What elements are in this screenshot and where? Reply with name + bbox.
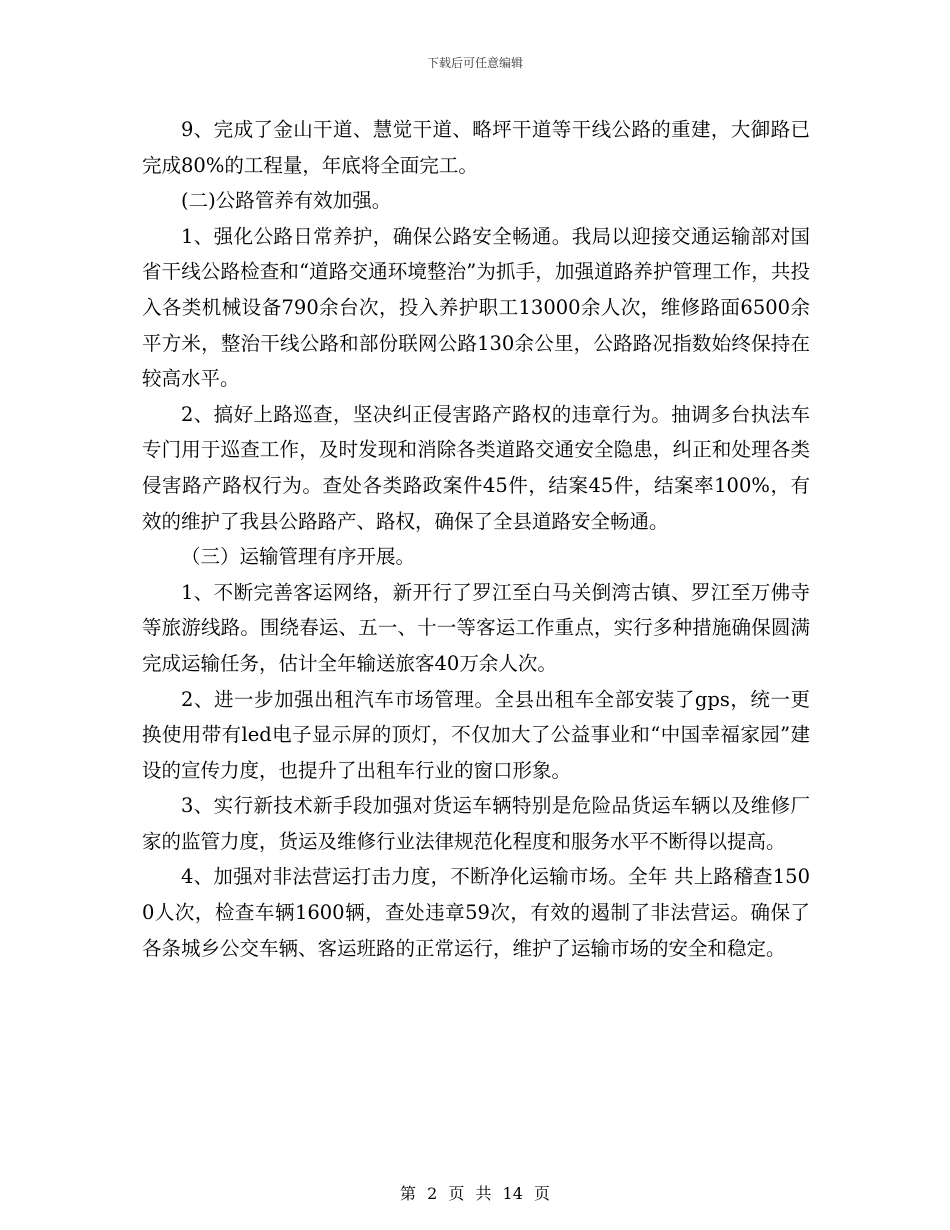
paragraph-passenger-network: 1、不断完善客运网络，新开行了罗江至白马关倒湾古镇、罗江至万佛寺等旅游线路。围绕春运、五一、十一等客运工作重点，实行多种措施确保圆满完成运输任务，估计全年输送旅客40万余人次。 — [142, 580, 810, 675]
section-heading-road-maintenance: (二)公路管养有效加强。 — [181, 189, 392, 213]
paragraph-freight-supervision: 3、实行新技术新手段加强对货运车辆特别是危险品货运车辆以及维修厂家的监管力度，货运及维修行业法律规范化程度和服务水平不断得以提高。 — [142, 794, 810, 853]
section-heading-transport-management: （三）运输管理有序开展。 — [181, 545, 416, 569]
paragraph-item-9: 9、完成了金山干道、慧觉干道、略坪干道等干线公路的重建，大御路已完成80%的工程量，年底将全面完工。 — [142, 118, 810, 177]
paragraph-taxi-management: 2、进一步加强出租汽车市场管理。全县出租车全部安装了gps，统一更换使用带有led电子显示屏的顶灯，不仅加大了公益事业和“中国幸福家园”建设的宣传力度，也提升了出租车行业的窗口形象。 — [142, 687, 810, 782]
page-header: 下载后可任意编辑 — [426, 56, 523, 70]
page-footer: 第 2 页 共 14 页 — [400, 1184, 550, 1203]
document-body — [142, 112, 810, 966]
paragraph-road-daily-maintenance: 1、强化公路日常养护，确保公路安全畅通。我局以迎接交通运输部对国省干线公路检查和“道路交通环境整治”为抓手，加强道路养护管理工作，共投入各类机械设备790余台次，投入养护职工13000余人次，维修路面6500余平方米，整治干线公路和部份联网公路130余公里，公路路况指数始终保持在较高水平。 — [142, 224, 810, 391]
paragraph-illegal-operation: 4、加强对非法营运打击力度，不断净化运输市场。全年 共上路稽查1500人次，检查车辆1600辆，查处违章59次，有效的遏制了非法营运。确保了各条城乡公交车辆、客运班路的正常运行，维护了运输市场的安全和稳定。 — [142, 865, 810, 960]
paragraph-road-patrol: 2、搞好上路巡查，坚决纠正侵害路产路权的违章行为。抽调多台执法车专门用于巡查工作，及时发现和消除各类道路交通安全隐患，纠正和处理各类侵害路产路权行为。查处各类路政案件45件，结案45件，结案率100%，有效的维护了我县公路路产、路权，确保了全县道路安全畅通。 — [142, 402, 810, 533]
